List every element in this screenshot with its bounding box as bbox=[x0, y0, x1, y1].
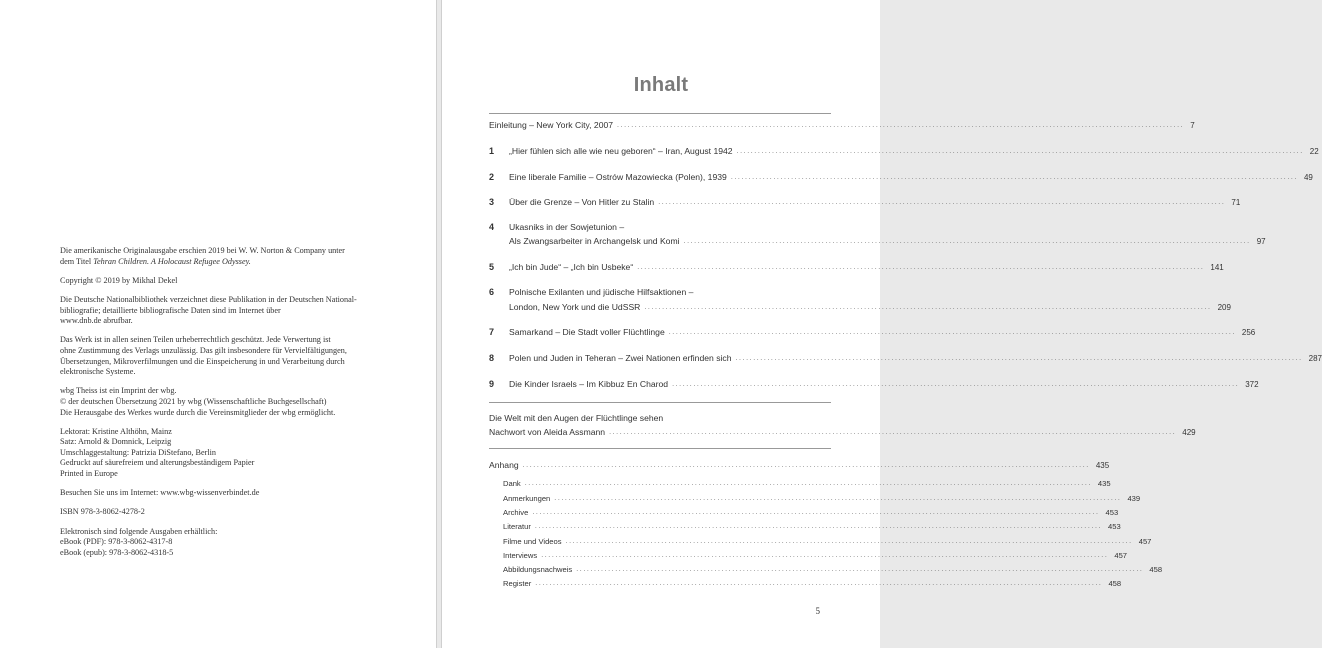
toc-entry-text: Die Kinder Israels – Im Kibbuz En Charod bbox=[509, 379, 669, 389]
chapter-number: 2 bbox=[489, 172, 495, 182]
chapter-number: 7 bbox=[489, 327, 495, 337]
toc-subentry-dank[interactable] bbox=[503, 479, 1111, 488]
toc-entry-page: 439 bbox=[1127, 494, 1141, 503]
imprint-ebooks bbox=[60, 527, 396, 559]
toc-entry-text: Samarkand – Die Stadt voller Flüchtlinge bbox=[509, 327, 665, 337]
toc-entry-chapter-1[interactable] bbox=[489, 146, 1319, 156]
toc-entry-chapter-2[interactable] bbox=[489, 172, 1313, 182]
chapter-number: 4 bbox=[489, 222, 495, 232]
original-title: Tehran Children. A Holocaust Refugee Odyssey. bbox=[93, 256, 251, 266]
toc-entry-chapter-4[interactable] bbox=[489, 236, 1266, 246]
toc-entry-text: Als Zwangsarbeiter in Archangelsk und Komi bbox=[509, 236, 680, 246]
toc-entry-page: 71 bbox=[1231, 198, 1241, 207]
leader-dots: ................................................................................................................................................................ bbox=[522, 462, 1090, 469]
imprint-block bbox=[60, 246, 396, 567]
toc-entry-text: Ukasniks in der Sowjetunion – bbox=[509, 222, 625, 232]
toc-entry-text: Filme und Videos bbox=[503, 537, 562, 546]
toc-entry-chapter-7[interactable] bbox=[489, 327, 1256, 337]
imprint-line: eBook (PDF): 978-3-8062-4317-8 bbox=[60, 537, 173, 547]
imprint-line: www.dnb.de abrufbar. bbox=[60, 316, 133, 326]
toc-entry-page: 287 bbox=[1308, 354, 1322, 363]
toc-entry-chapter-6-first-line bbox=[489, 287, 693, 297]
imprint-line: Die amerikanische Originalausgabe erschien 2019 bei W. W. Norton & Company unter bbox=[60, 246, 345, 255]
toc-subentry-abbildungsnachweis[interactable] bbox=[503, 565, 1163, 574]
imprint-line: Das Werk ist in allen seinen Teilen urheberrechtlich geschützt. Jede Verwertung ist bbox=[60, 335, 331, 345]
leader-dots: ................................................................................................................................................................ bbox=[576, 566, 1144, 573]
toc-entry-page: 7 bbox=[1190, 121, 1195, 130]
toc-subentry-archive[interactable] bbox=[503, 508, 1119, 517]
leader-dots: ................................................................................................................................................................ bbox=[683, 238, 1251, 245]
toc-entry-text: Einleitung – New York City, 2007 bbox=[489, 120, 614, 130]
toc-entry-page: 457 bbox=[1114, 551, 1128, 560]
toc-entry-page: 458 bbox=[1149, 565, 1163, 574]
toc-entry-text: London, New York und die UdSSR bbox=[509, 302, 641, 312]
left-page bbox=[0, 0, 437, 648]
chapter-number: 9 bbox=[489, 379, 495, 389]
leader-dots: ................................................................................................................................................................ bbox=[534, 523, 1103, 530]
toc-entry-text: „Hier fühlen sich alle wie neu geboren“ – Iran, August 1942 bbox=[509, 146, 733, 156]
toc-entry-page: 435 bbox=[1095, 461, 1110, 470]
leader-dots: ................................................................................................................................................................ bbox=[535, 580, 1103, 587]
toc-entry-intro[interactable] bbox=[489, 120, 1195, 130]
toc-entry-text: Register bbox=[503, 579, 532, 588]
toc-entry-chapter-6[interactable] bbox=[489, 302, 1231, 312]
leader-dots: ................................................................................................................................................................ bbox=[541, 552, 1109, 559]
imprint-line: dem Titel bbox=[60, 256, 92, 266]
leader-dots: ................................................................................................................................................................ bbox=[637, 264, 1205, 271]
toc-subentry-literatur[interactable] bbox=[503, 522, 1121, 531]
imprint-line: elektronische Systeme. bbox=[60, 367, 136, 377]
toc-entry-page: 372 bbox=[1245, 380, 1259, 389]
chapter-number: 5 bbox=[489, 262, 495, 272]
toc-entry-text: Archive bbox=[503, 508, 529, 517]
leader-dots: ................................................................................................................................................................ bbox=[524, 480, 1092, 487]
toc-entry-afterword[interactable] bbox=[489, 427, 1196, 437]
toc-entry-chapter-4-first-line bbox=[489, 222, 624, 232]
chapter-number: 1 bbox=[489, 146, 495, 156]
toc-entry-text: Dank bbox=[503, 479, 521, 488]
toc-entry-page: 429 bbox=[1182, 428, 1196, 437]
toc-entry-text: Interviews bbox=[503, 551, 538, 560]
toc-entry-text: Abbildungsnachweis bbox=[503, 565, 573, 574]
toc-entry-appendix[interactable] bbox=[489, 460, 1110, 470]
chapter-number: 8 bbox=[489, 353, 495, 363]
page-number: 5 bbox=[815, 606, 820, 616]
imprint-copyright bbox=[60, 276, 396, 287]
chapter-number: 3 bbox=[489, 197, 495, 207]
toc-entry-page: 141 bbox=[1210, 263, 1224, 272]
leader-dots: ................................................................................................................................................................ bbox=[617, 122, 1185, 129]
leader-dots: ................................................................................................................................................................ bbox=[730, 174, 1298, 181]
imprint-line: eBook (epub): 978-3-8062-4318-5 bbox=[60, 547, 174, 557]
toc-entry-page: 22 bbox=[1309, 147, 1319, 156]
leader-dots: ................................................................................................................................................................ bbox=[532, 509, 1100, 516]
imprint-original-edition bbox=[60, 246, 396, 267]
imprint-line: wbg Theiss ist ein Imprint der wbg. bbox=[60, 386, 177, 396]
toc-entry-afterword-first-line bbox=[489, 413, 663, 423]
toc-entry-text: Eine liberale Familie – Ostrów Mazowiecka (Polen), 1939 bbox=[509, 172, 727, 182]
imprint-line: bibliografie; detaillierte bibliografische Daten sind im Internet über bbox=[60, 305, 281, 315]
leader-dots: ................................................................................................................................................................ bbox=[609, 429, 1177, 436]
toc-entry-chapter-3[interactable] bbox=[489, 197, 1241, 207]
imprint-dnb bbox=[60, 295, 396, 327]
toc-entry-page: 457 bbox=[1138, 537, 1152, 546]
imprint-line: Übersetzungen, Mikroverfilmungen und die Einspeicherung in und Verarbeitung durch bbox=[60, 356, 345, 366]
toc-entry-text: „Ich bin Jude“ – „Ich bin Usbeke“ bbox=[509, 262, 634, 272]
imprint-line: Copyright © 2019 by Mikhal Dekel bbox=[60, 275, 178, 285]
toc-entry-page: 256 bbox=[1241, 328, 1256, 337]
toc-entry-page: 49 bbox=[1303, 173, 1313, 182]
leader-dots: ................................................................................................................................................................ bbox=[554, 495, 1122, 502]
toc-entry-text: Polen und Juden in Teheran – Zwei Nationen erfinden sich bbox=[509, 353, 732, 363]
toc-entry-text: Nachwort von Aleida Assmann bbox=[489, 427, 606, 437]
imprint-publisher bbox=[60, 386, 396, 418]
leader-dots: ................................................................................................................................................................ bbox=[565, 538, 1133, 545]
imprint-line: Besuchen Sie uns im Internet: www.wbg-wissenverbindet.de bbox=[60, 488, 260, 498]
toc-subentry-anmerkungen[interactable] bbox=[503, 494, 1141, 503]
toc-entry-text: Polnische Exilanten und jüdische Hilfsaktionen – bbox=[509, 287, 694, 297]
imprint-line: Lektorat: Kristine Althöhn, Mainz bbox=[60, 426, 172, 436]
toc-entry-page: 458 bbox=[1108, 579, 1122, 588]
toc-entry-text: Über die Grenze – Von Hitler zu Stalin bbox=[509, 197, 655, 207]
imprint-line: Elektronisch sind folgende Ausgaben erhältlich: bbox=[60, 526, 218, 536]
toc-chapters-rule bbox=[489, 402, 831, 403]
toc-entry-page: 97 bbox=[1256, 237, 1266, 246]
imprint-line: Die Herausgabe des Werkes wurde durch die Vereinsmitglieder der wbg ermöglicht. bbox=[60, 407, 336, 417]
toc-entry-text: Literatur bbox=[503, 522, 531, 531]
imprint-line: ohne Zustimmung des Verlags unzulässig. Das gilt insbesondere für Vervielfältigungen, bbox=[60, 345, 347, 355]
toc-subentry-filme[interactable] bbox=[503, 537, 1152, 546]
toc-entry-text: Anmerkungen bbox=[503, 494, 551, 503]
imprint-line: Printed in Europe bbox=[60, 469, 118, 479]
toc-entry-page: 209 bbox=[1217, 303, 1231, 312]
toc-entry-chapter-8[interactable] bbox=[489, 353, 1322, 363]
toc-entry-page: 453 bbox=[1105, 508, 1119, 517]
toc-entry-text: Die Welt mit den Augen der Flüchtlinge sehen bbox=[489, 413, 664, 423]
leader-dots: ................................................................................................................................................................ bbox=[672, 381, 1240, 388]
imprint-line: © der deutschen Übersetzung 2021 by wbg (Wissenschaftliche Buchgesellschaft) bbox=[60, 396, 327, 406]
toc-entry-page: 435 bbox=[1097, 479, 1111, 488]
leader-dots: ................................................................................................................................................................ bbox=[735, 355, 1303, 362]
toc-entry-page: 453 bbox=[1108, 522, 1121, 531]
leader-dots: ................................................................................................................................................................ bbox=[658, 199, 1226, 206]
imprint-production bbox=[60, 427, 396, 480]
imprint-line: Umschlaggestaltung: Patrizia DiStefano, Berlin bbox=[60, 447, 216, 457]
imprint-line: Satz: Arnold & Domnick, Leipzig bbox=[60, 437, 172, 447]
right-page bbox=[441, 0, 1322, 648]
imprint-line: Gedruckt auf säurefreiem und alterungsbeständigem Papier bbox=[60, 458, 255, 468]
toc-top-rule bbox=[489, 113, 831, 114]
leader-dots: ................................................................................................................................................................ bbox=[644, 304, 1212, 311]
toc-subentry-register[interactable] bbox=[503, 579, 1122, 588]
imprint-website bbox=[60, 488, 396, 499]
imprint-rights bbox=[60, 335, 396, 377]
toc-entry-chapter-5[interactable] bbox=[489, 262, 1224, 272]
toc-title: Inhalt bbox=[633, 74, 689, 96]
imprint-line: Die Deutsche Nationalbibliothek verzeichnet diese Publikation in der Deutschen National- bbox=[60, 294, 357, 304]
toc-afterword-rule bbox=[489, 448, 831, 449]
chapter-number: 6 bbox=[489, 287, 495, 297]
leader-dots: ................................................................................................................................................................ bbox=[668, 329, 1236, 336]
toc-entry-text: Anhang bbox=[489, 460, 519, 470]
toc-entry-chapter-9[interactable] bbox=[489, 379, 1259, 389]
toc-subentry-interviews[interactable] bbox=[503, 551, 1128, 560]
leader-dots: ................................................................................................................................................................ bbox=[736, 148, 1304, 155]
imprint-isbn bbox=[60, 507, 396, 518]
imprint-line: ISBN 978-3-8062-4278-2 bbox=[60, 507, 145, 517]
